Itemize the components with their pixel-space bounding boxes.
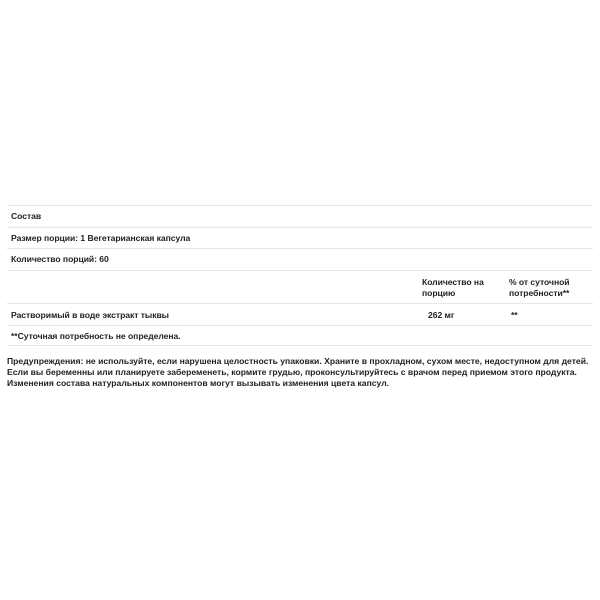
ingredient-name: Растворимый в воде экстракт тыквы bbox=[11, 309, 169, 320]
warnings-text: Предупреждения: не используйте, если нарушена целостность упаковки. Храните в прохладном, сухом месте, недоступном для детей. Если вы беременны или планируете забеременеть, кормите грудью, проконсультируйтесь с врачом перед приемом этого продукта. Изменения состава натуральных компонентов могут вызывать изменения цвета капсул. bbox=[7, 356, 589, 388]
footnote: **Суточная потребность не определена. bbox=[11, 330, 181, 341]
facts-title: Состав bbox=[11, 211, 42, 221]
servings-row bbox=[7, 248, 593, 270]
servings-per-container: Количество порций: 60 bbox=[11, 254, 109, 264]
ingredient-daily-value: ** bbox=[511, 309, 518, 320]
serving-size-row bbox=[7, 227, 593, 249]
amount-per-serving-header: Количество на порцию bbox=[422, 276, 484, 298]
footnote-row bbox=[7, 325, 593, 347]
table-header-row bbox=[7, 270, 593, 303]
facts-title-row bbox=[7, 205, 593, 227]
daily-value-header: % от суточной потребности** bbox=[509, 276, 570, 298]
ingredient-amount: 262 мг bbox=[428, 309, 455, 320]
serving-size: Размер порции: 1 Вегетарианская капсула bbox=[11, 232, 191, 243]
supplement-facts-table bbox=[7, 205, 593, 346]
table-row bbox=[7, 303, 593, 325]
